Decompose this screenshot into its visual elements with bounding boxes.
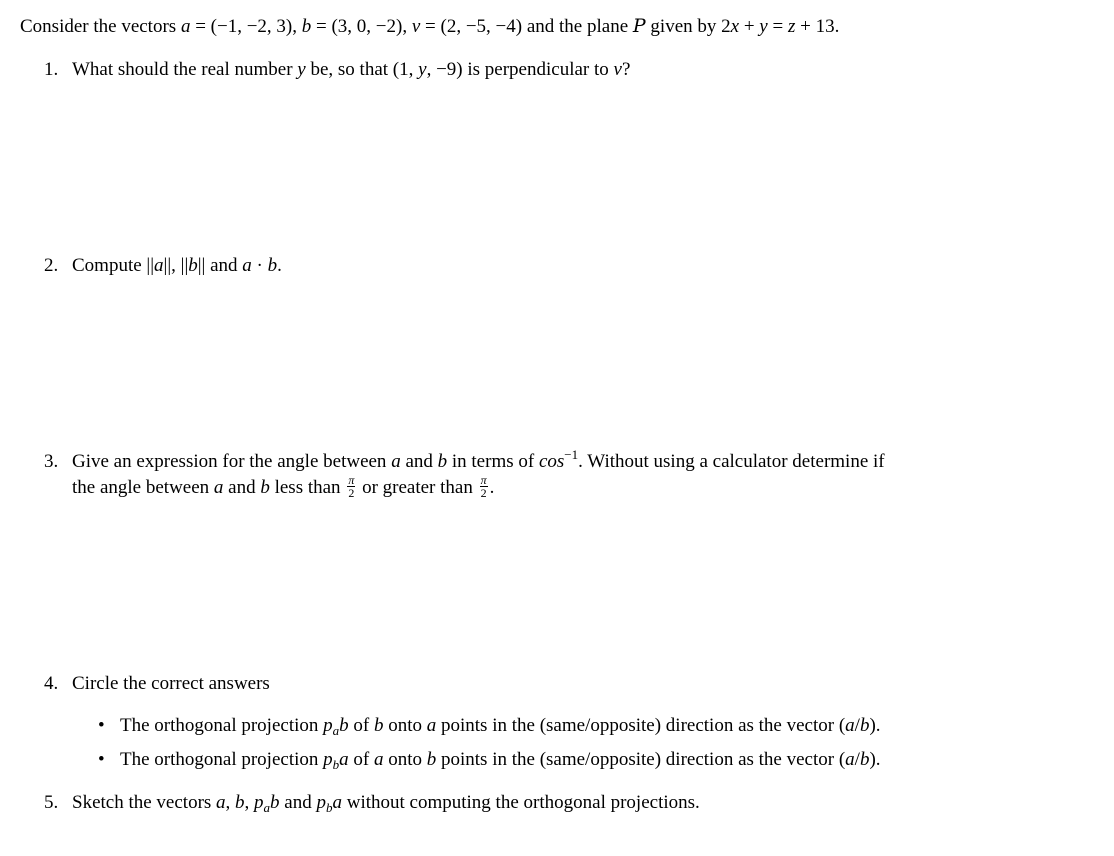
b1-proj-p: p bbox=[323, 715, 333, 736]
question-3-line-2 bbox=[72, 473, 495, 501]
q3-var-a: a bbox=[391, 451, 401, 472]
b2-of-var: a bbox=[373, 749, 384, 770]
q1-var-y: y bbox=[297, 59, 306, 80]
fraction-numerator-2: π bbox=[480, 473, 487, 488]
question-4 bbox=[44, 672, 270, 696]
q4-bullet-2 bbox=[98, 748, 881, 772]
q2-dot: · bbox=[251, 255, 268, 276]
q5-proj1-p: p bbox=[254, 792, 264, 813]
q5-text-2: without computing the orthogonal projections. bbox=[341, 792, 700, 813]
q1-var-v: v bbox=[613, 59, 622, 80]
q1-text-4: ? bbox=[621, 59, 631, 80]
q5-proj1-sub: a bbox=[263, 800, 271, 815]
b2-proj-sub: b bbox=[332, 757, 340, 772]
b1-option-b: b bbox=[859, 715, 870, 736]
b2-proj-p: p bbox=[323, 749, 333, 770]
b2-text-1: The orthogonal projection bbox=[120, 749, 324, 770]
q3-line2-text-3: or greater than bbox=[357, 477, 478, 498]
question-5 bbox=[44, 791, 700, 815]
vector-a-name: a bbox=[180, 16, 191, 37]
q3-text-1: Give an expression for the angle between bbox=[72, 451, 392, 472]
question-2 bbox=[44, 254, 282, 278]
q5-var-a: a bbox=[216, 792, 226, 813]
pi-over-2-fraction bbox=[347, 474, 355, 499]
question-1 bbox=[44, 58, 630, 82]
b1-text-3: onto bbox=[383, 715, 427, 736]
b1-option-a: a bbox=[845, 715, 855, 736]
q2-var-b: b bbox=[188, 255, 198, 276]
plane-eq-x: x bbox=[730, 16, 740, 37]
b1-slash: / bbox=[854, 715, 860, 736]
b1-text-1: The orthogonal projection bbox=[120, 715, 324, 736]
vector-v-value: = (2, −5, −4) and the plane bbox=[420, 16, 633, 37]
vector-b-name: b bbox=[301, 16, 312, 37]
problem-intro bbox=[20, 14, 839, 39]
plane-given-by: given by 2 bbox=[645, 16, 731, 37]
b2-proj-vec: a bbox=[339, 749, 349, 770]
q3-line2-var-a: a bbox=[213, 477, 224, 498]
q1-text-1: What should the real number bbox=[72, 59, 298, 80]
b1-text-4: points in the (same/opposite) direction as the vector ( bbox=[436, 715, 846, 736]
q3-cos: cos bbox=[538, 451, 565, 472]
plane-eq-y: y bbox=[759, 16, 768, 37]
b2-text-5: ). bbox=[869, 749, 881, 770]
q4-text: Circle the correct answers bbox=[72, 673, 270, 694]
plane-eq-end: + 13. bbox=[795, 16, 840, 37]
fraction-denominator-2: 2 bbox=[480, 486, 487, 501]
b2-text-4: points in the (same/opposite) direction as the vector ( bbox=[436, 749, 846, 770]
plane-eq-equals: = bbox=[767, 16, 788, 37]
q3-line2-and: and bbox=[223, 477, 261, 498]
b2-onto-var: b bbox=[426, 749, 437, 770]
q5-proj2-p: p bbox=[316, 792, 326, 813]
q3-and: and bbox=[400, 451, 438, 472]
q2-text-2: ||, || bbox=[163, 255, 189, 276]
q5-text-1: Sketch the vectors bbox=[72, 792, 217, 813]
question-3-line-1 bbox=[44, 447, 885, 474]
b1-text-5: ). bbox=[869, 715, 881, 736]
q5-proj2-vec: a bbox=[332, 792, 342, 813]
b2-option-b: b bbox=[859, 749, 870, 770]
q3-var-b: b bbox=[437, 451, 448, 472]
q2-var-a: a bbox=[154, 255, 164, 276]
q5-sep-1: , bbox=[225, 792, 236, 813]
question-1-number: 1. bbox=[44, 59, 59, 80]
fraction-numerator: π bbox=[348, 473, 355, 488]
q5-proj2-sub: b bbox=[325, 800, 333, 815]
vector-a-value: = (−1, −2, 3), bbox=[190, 16, 302, 37]
b1-of-var: b bbox=[373, 715, 384, 736]
vector-v-name: v bbox=[411, 16, 421, 37]
q5-and: and bbox=[279, 792, 317, 813]
b1-proj-sub: a bbox=[332, 723, 340, 738]
pi-over-2-fraction-2 bbox=[480, 474, 488, 499]
q2-var-b-2: b bbox=[267, 255, 278, 276]
q1-text-2: be, so that (1, bbox=[305, 59, 419, 80]
b2-text-2: of bbox=[348, 749, 374, 770]
b1-onto-var: a bbox=[426, 715, 437, 736]
b2-slash: / bbox=[854, 749, 860, 770]
q2-text-5: . bbox=[277, 255, 282, 276]
question-2-number: 2. bbox=[44, 255, 59, 276]
vector-b-value: = (3, 0, −2), bbox=[311, 16, 412, 37]
fraction-denominator: 2 bbox=[348, 486, 355, 501]
intro-text: Consider the vectors bbox=[20, 16, 181, 37]
bullet-icon: • bbox=[98, 715, 105, 736]
plane-eq-z: z bbox=[787, 16, 796, 37]
q4-bullet-1 bbox=[98, 714, 881, 738]
plane-name: P bbox=[632, 15, 646, 37]
q5-var-b: b bbox=[235, 792, 245, 813]
q1-var-y-2: y bbox=[418, 59, 427, 80]
q3-line2-end: . bbox=[489, 477, 495, 498]
q5-proj1-vec: b bbox=[270, 792, 280, 813]
q3-line2-text-1: the angle between bbox=[72, 477, 214, 498]
b2-text-3: onto bbox=[383, 749, 427, 770]
plane-eq-plus: + bbox=[739, 16, 760, 37]
q2-text-1: Compute || bbox=[72, 255, 155, 276]
q3-line2-text-2: less than bbox=[269, 477, 346, 498]
q3-text-2: in terms of bbox=[447, 451, 539, 472]
question-4-number: 4. bbox=[44, 673, 59, 694]
bullet-icon: • bbox=[98, 749, 105, 770]
b1-proj-vec: b bbox=[339, 715, 349, 736]
q3-text-3: . Without using a calculator determine if bbox=[578, 451, 885, 472]
q2-text-3: || and bbox=[197, 255, 243, 276]
q1-text-3: , −9) is perpendicular to bbox=[426, 59, 614, 80]
q3-cos-exponent: −1 bbox=[564, 447, 579, 462]
question-5-number: 5. bbox=[44, 792, 59, 813]
b2-option-a: a bbox=[845, 749, 855, 770]
b1-text-2: of bbox=[348, 715, 374, 736]
q2-var-a-2: a bbox=[242, 255, 252, 276]
q3-line2-var-b: b bbox=[260, 477, 270, 498]
q5-sep-2: , bbox=[244, 792, 255, 813]
question-3-number: 3. bbox=[44, 451, 59, 472]
